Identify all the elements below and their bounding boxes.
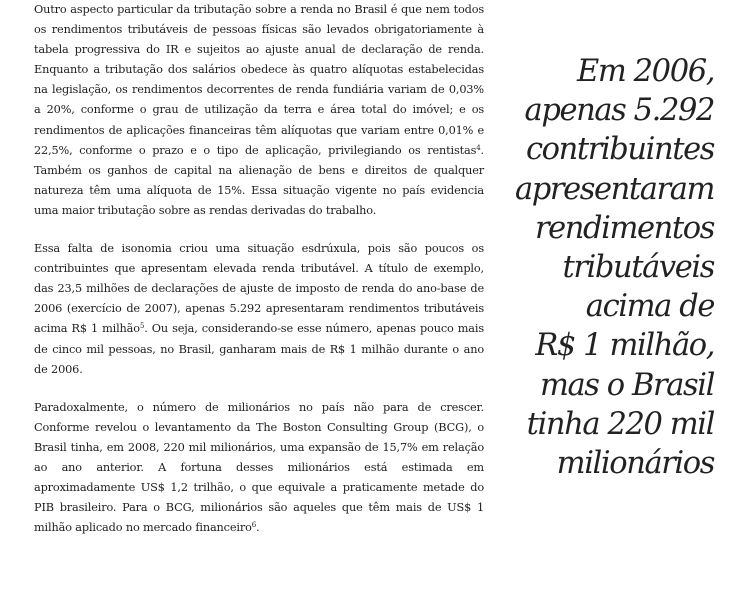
- pull-quote-line: tributáveis: [562, 250, 714, 286]
- pull-quote-line: apenas 5.292: [524, 93, 714, 129]
- article-body: [34, 0, 484, 538]
- paragraph-2: [34, 239, 484, 380]
- paragraph-text: Paradoxalmente, o número de milionários no país não para de crescer. Conforme revelou o levantamento da The Boston Consulting Group (BCG), o Brasil tinha, em 2008, 220 mil milionários, uma expansão de 15,7% em relação ao ano anterior. A fortuna desses milionários está estimada em aproximadamente US$ 1,2 trilhão, o que equivale a praticamente metade do PIB brasileiro. Para o BCG, milionários são aqueles que têm mais de US$ 1 milhão aplicado no mercado financeiro: [34, 400, 484, 535]
- pull-quote-line: tinha 220 mil: [526, 406, 714, 442]
- paragraph-text: Outro aspecto particular da tributação sobre a renda no Brasil é que nem todos os rendimentos tributáveis de pessoas físicas são levados obrigatoriamente à tabela progressiva do IR e sujeitos ao ajuste anual de declaração de renda. Enquanto a tributação dos salários obedece às quatro alíquotas estabelecidas na legislação, os rendimentos decorrentes de renda fundiária variam de 0,03% a 20%, conforme o grau de utilização da terra e área total do imóvel; e os rendimentos de aplicações financeiras têm alíquotas que variam entre 0,01% e 22,5%, conforme o prazo e o tipo de aplicação, privilegiando os rentistas: [34, 3, 484, 157]
- footnote-ref[interactable]: 4: [476, 143, 481, 152]
- pull-quote-line: rendimentos: [534, 210, 714, 246]
- footnote-ref[interactable]: 5: [139, 322, 145, 331]
- paragraph-3: [34, 398, 484, 539]
- footnote-ref[interactable]: 6: [251, 521, 257, 530]
- paragraph-tail: . Ou seja, considerando-se esse número, apenas pouco mais de cinco mil pessoas, no Brasil, ganharam mais de R$ 1 milhão durante o ano de 2006.: [34, 322, 484, 376]
- paragraph-tail: . Também os ganhos de capital na alienação de bens e direitos de qualquer natureza têm uma alíquota de 15%. Essa situação vigente no país evidencia uma maior tributação sobre as rendas derivadas do trabalho.: [34, 143, 484, 217]
- pull-quote-line: apresentaram: [514, 171, 714, 207]
- pull-quote-line: acima de: [585, 289, 714, 325]
- pull-quote-line: R$ 1 milhão,: [535, 328, 714, 364]
- paragraph-tail: .: [256, 521, 260, 535]
- pull-quote-line: contribuintes: [525, 132, 714, 168]
- pull-quote-line: Em 2006,: [577, 54, 714, 89]
- pull-quote: [500, 52, 714, 483]
- paragraph-text: Essa falta de isonomia criou uma situação esdrúxula, pois são poucos os contribuintes que apresentam elevada renda tributável. A título de exemplo, das 23,5 milhões de declarações de ajuste de imposto de renda do ano-base de 2006 (exercício de 2007), apenas 5.292 apresentaram rendimentos tributáveis acima R$ 1 milhão: [34, 242, 484, 336]
- pull-quote-line: mas o Brasil: [539, 367, 714, 403]
- pull-quote-line: milionários: [556, 446, 714, 482]
- paragraph-1: [34, 0, 484, 221]
